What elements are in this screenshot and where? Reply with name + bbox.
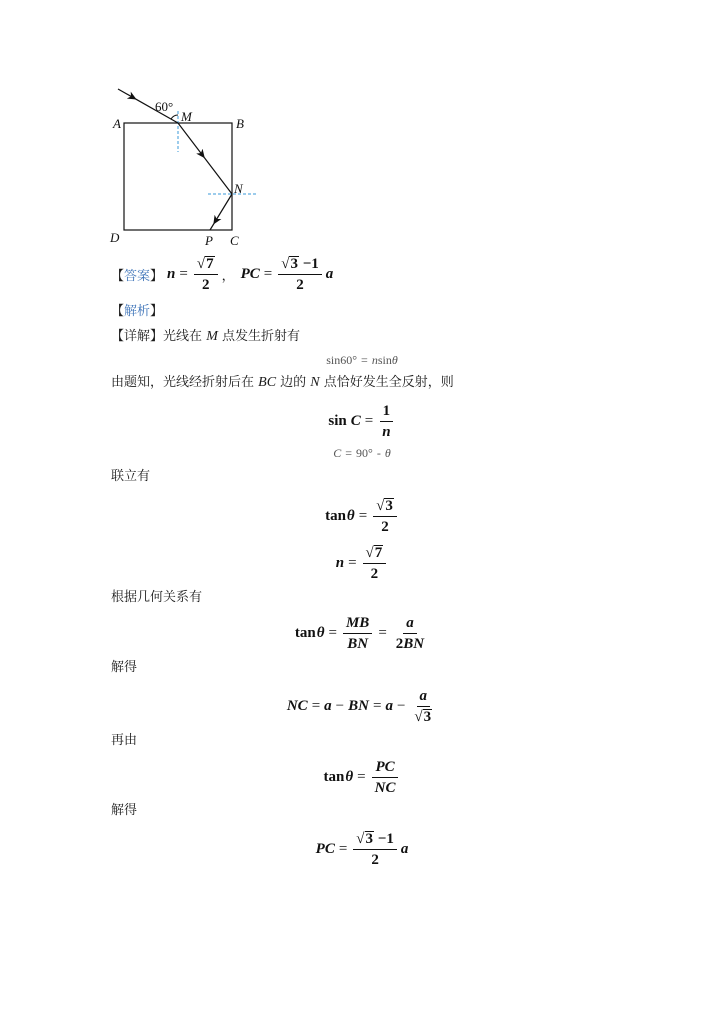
line1-var-m: M	[206, 329, 218, 344]
answer-pc-denominator: 2	[296, 276, 304, 293]
label-point-n: N	[234, 181, 243, 196]
answer-n-formula	[167, 255, 220, 294]
eq4-denominator: 2	[381, 518, 389, 535]
answer-pc-symbol: PC	[240, 265, 260, 282]
eq7-a-1: a	[324, 697, 332, 714]
equation-tan-pc-nc	[0, 757, 724, 797]
answer-pc-formula	[241, 255, 334, 294]
eq9-denominator: 2	[371, 851, 379, 868]
detail-line-2	[111, 374, 454, 392]
eq2-denominator: n	[382, 423, 391, 440]
eq7-numerator: a	[417, 687, 431, 707]
analysis-tag	[111, 303, 163, 321]
angle-label: 60°	[155, 99, 174, 114]
eq4-sqrt	[376, 497, 394, 515]
eq2-numerator: 1	[380, 402, 394, 422]
eq9-tail: a	[400, 840, 409, 857]
detail-tag-open: 【	[111, 329, 125, 344]
label-vertex-a: A	[113, 116, 121, 131]
eq6-denominator-var: BN	[403, 635, 425, 652]
eq4-numerator	[373, 497, 397, 517]
eq5-sqrt	[366, 544, 384, 562]
eq7-equals-1: =	[311, 697, 321, 714]
radicand: 3	[365, 830, 374, 847]
eq9-lhs: PC	[315, 840, 335, 857]
eq7-bn: BN	[348, 697, 369, 714]
answer-pc-sqrt	[281, 255, 299, 273]
eq2-equals: =	[364, 412, 374, 429]
detail-tag-close: 】	[150, 329, 164, 344]
radical-sign: √	[281, 255, 290, 272]
equation-pc-result	[0, 829, 724, 869]
eq4-fraction	[373, 497, 397, 536]
radical-sign: √	[376, 497, 385, 514]
radical-sign: √	[414, 708, 423, 725]
eq8-fraction	[372, 758, 399, 797]
eq9-fraction	[353, 830, 397, 869]
label-vertex-c: C	[230, 233, 239, 248]
line1-text-post: 点发生折射有	[217, 329, 300, 344]
eq8-fn-tan: tan	[323, 768, 345, 785]
radicand: 3	[423, 708, 432, 725]
eq6-numerator-2: a	[403, 614, 417, 634]
eq6-fraction-1	[343, 614, 372, 653]
detail-line-5: 解得	[111, 660, 138, 675]
detail-line-7: 解得	[111, 803, 138, 818]
eq3-equals: =	[345, 445, 353, 460]
eq4-theta: θ	[346, 507, 355, 524]
label-vertex-d: D	[110, 230, 120, 245]
equation-angle-relation	[0, 444, 724, 462]
eq8-numerator: PC	[372, 758, 397, 778]
answer-separator: ，	[221, 268, 235, 284]
eq7-lhs: NC	[286, 697, 308, 714]
eq8-equals: =	[357, 768, 366, 785]
numerator-rest: −1	[298, 255, 319, 272]
eq3-value: 90°	[356, 445, 373, 460]
line2-var-bc: BC	[258, 375, 277, 390]
eq6-denominator-1: BN	[347, 635, 369, 652]
label-point-p: P	[205, 233, 213, 248]
analysis-tag-label: 解析	[124, 304, 151, 319]
eq3-theta: θ	[384, 445, 391, 460]
eq5-equals: =	[348, 554, 357, 571]
radicand: 3	[290, 255, 298, 272]
eq1-fn-sin: sin	[377, 352, 392, 367]
answer-tag	[111, 265, 163, 284]
detail-line-3: 联立有	[111, 469, 151, 484]
eq5-fraction	[363, 544, 387, 583]
eq4-fn-tan: tan	[325, 507, 346, 524]
eq2-fn-sin: sin	[328, 412, 347, 429]
eq1-theta: θ	[391, 352, 398, 367]
refraction-diagram	[100, 80, 270, 252]
answer-n-fraction	[194, 255, 218, 294]
radicand: 7	[206, 255, 214, 272]
eq5-denominator: 2	[370, 565, 379, 582]
eq6-equals-2: =	[378, 624, 387, 641]
answer-row	[111, 253, 333, 295]
eq7-minus-1: −	[335, 697, 345, 714]
eq6-denominator-coef: 2	[395, 635, 404, 652]
eq7-sqrt	[414, 708, 432, 726]
eq3-minus: -	[376, 445, 381, 460]
eq1-lhs: sin60°	[326, 352, 358, 367]
eq9-equals: =	[338, 840, 348, 857]
eq7-denominator	[411, 707, 435, 726]
answer-n-equals: =	[179, 265, 188, 282]
equation-geometry	[0, 613, 724, 653]
numerator-rest: −1	[374, 830, 394, 847]
eq6-fn-tan: tan	[294, 624, 316, 641]
eq9-numerator	[353, 830, 397, 850]
line1-text-pre: 光线在	[163, 329, 207, 344]
label-vertex-b: B	[236, 116, 244, 131]
eq6-equals-1: =	[328, 624, 337, 641]
radical-sign: √	[365, 544, 374, 561]
eq7-fraction	[411, 687, 435, 726]
equation-tan-theta	[0, 496, 724, 536]
eq8-denominator: NC	[374, 779, 396, 796]
eq2-var-c: C	[350, 412, 361, 429]
eq6-denominator-2	[393, 634, 427, 653]
radicand: 7	[374, 544, 383, 561]
eq1-var-n: n	[371, 352, 378, 367]
answer-n-sqrt	[197, 255, 215, 273]
radical-sign: √	[196, 255, 206, 272]
answer-tag-label: 答案	[124, 268, 151, 284]
answer-pc-equals: =	[263, 265, 273, 282]
analysis-tag-close: 】	[150, 304, 164, 319]
eq5-numerator	[363, 544, 387, 564]
eq7-minus-2: −	[396, 697, 406, 714]
answer-tag-open: 【	[111, 268, 125, 284]
answer-pc-tail: a	[325, 265, 334, 282]
answer-n-symbol: n	[167, 265, 176, 282]
line2-text-post: 点恰好发生全反射，则	[319, 375, 454, 390]
answer-n-denominator: 2	[201, 276, 210, 293]
eq2-fraction	[379, 402, 393, 441]
incidence-angle-arc	[171, 115, 178, 119]
square-abcd	[124, 123, 232, 230]
equation-refractive-index	[0, 543, 724, 583]
detail-line-6: 再由	[111, 733, 138, 748]
eq8-theta: θ	[345, 768, 354, 785]
refracted-ray	[178, 123, 232, 194]
line2-text-mid: 边的	[276, 375, 311, 390]
eq7-a-2: a	[385, 697, 393, 714]
analysis-tag-open: 【	[111, 304, 125, 319]
answer-pc-numerator	[278, 255, 322, 275]
eq6-numerator-1: MB	[343, 614, 372, 634]
eq7-equals-2: =	[372, 697, 382, 714]
radical-sign: √	[356, 830, 365, 847]
reflected-ray	[210, 194, 232, 230]
equation-refraction-law	[0, 351, 724, 369]
eq5-var-n: n	[335, 554, 345, 571]
equation-nc	[0, 685, 724, 727]
radicand: 3	[385, 497, 393, 514]
line2-text-pre: 由题知，光线经折射后在	[111, 375, 259, 390]
eq9-sqrt	[356, 830, 374, 848]
detail-line-4: 根据几何关系有	[111, 590, 203, 605]
detail-line-1	[111, 328, 300, 346]
eq6-fraction-2	[393, 614, 427, 653]
answer-tag-close: 】	[150, 268, 164, 284]
equation-critical-angle	[0, 401, 724, 441]
eq4-equals: =	[358, 507, 368, 524]
eq3-var-c: C	[333, 445, 342, 460]
answer-n-numerator	[194, 255, 218, 275]
detail-tag-label: 详解	[124, 329, 151, 344]
eq1-equals: =	[361, 352, 368, 367]
answer-pc-fraction	[278, 255, 322, 294]
label-point-m: M	[181, 109, 192, 124]
eq6-theta: θ	[316, 624, 325, 641]
line2-var-n: N	[310, 375, 320, 390]
